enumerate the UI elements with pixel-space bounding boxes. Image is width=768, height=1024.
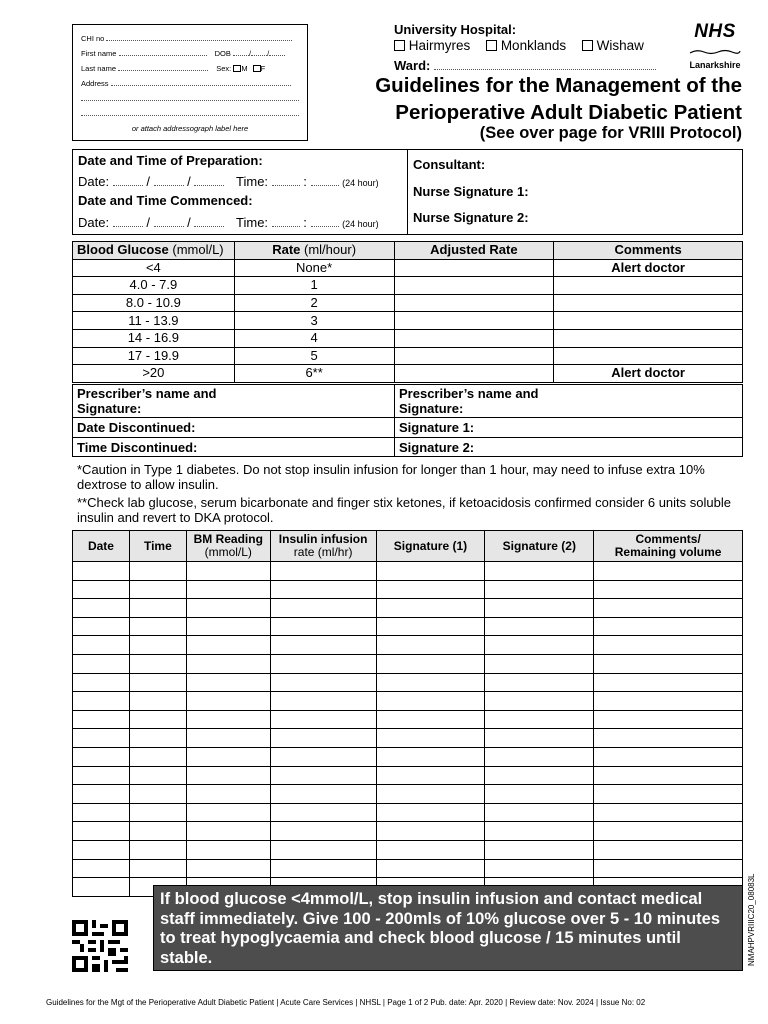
prescriber-section <box>72 384 743 457</box>
record-cell[interactable] <box>485 654 594 673</box>
record-cell[interactable] <box>376 747 485 766</box>
last-name-field[interactable]: Last name Sex: M F <box>81 64 266 73</box>
record-cell[interactable] <box>270 654 376 673</box>
record-cell[interactable] <box>485 822 594 841</box>
record-cell[interactable] <box>594 654 743 673</box>
chi-field[interactable]: CHI no <box>81 33 292 43</box>
commenced-label: Date and Time Commenced: <box>78 193 253 208</box>
patient-details-box <box>72 24 308 141</box>
record-cell[interactable] <box>485 636 594 655</box>
record-cell[interactable] <box>376 729 485 748</box>
caution-note-ketoacidosis: **Check lab glucose, serum bicarbonate and finger stix ketones, if ketoacidosis confirmed consider 6 units soluble insulin and revert to DKA protocol. <box>77 495 731 525</box>
record-cell[interactable] <box>485 599 594 618</box>
table-row: 11 - 13.9 3 <box>73 312 743 330</box>
commenced-datetime-field[interactable]: Date: / / Time: : (24 hour) <box>78 215 379 230</box>
table-row <box>73 859 743 878</box>
record-cell[interactable] <box>129 599 186 618</box>
header-adjusted-rate: Adjusted Rate <box>394 242 554 260</box>
table-row <box>73 580 743 599</box>
table-row <box>73 747 743 766</box>
record-cell[interactable] <box>270 729 376 748</box>
preparation-box <box>72 149 743 235</box>
record-cell[interactable] <box>376 840 485 859</box>
record-cell[interactable] <box>186 803 270 822</box>
record-cell[interactable] <box>594 599 743 618</box>
record-cell[interactable] <box>270 840 376 859</box>
nhs-lanarkshire-logo <box>688 22 742 70</box>
consultant-field[interactable]: Consultant: <box>413 157 486 172</box>
table-row: <4 None* Alert doctor <box>73 259 743 277</box>
table-row <box>73 710 743 729</box>
record-cell[interactable] <box>376 673 485 692</box>
table-row <box>73 692 743 711</box>
table-row <box>73 840 743 859</box>
time-discontinued-field[interactable]: Time Discontinued: <box>73 438 395 456</box>
record-cell[interactable] <box>376 803 485 822</box>
record-cell[interactable] <box>186 617 270 636</box>
record-cell[interactable] <box>129 822 186 841</box>
header-rate: Rate (ml/hour) <box>234 242 394 260</box>
record-cell[interactable] <box>376 710 485 729</box>
checkbox-icon[interactable] <box>394 40 405 51</box>
nurse-signature-1-field[interactable]: Nurse Signature 1: <box>413 184 529 199</box>
record-cell[interactable] <box>73 822 130 841</box>
record-cell[interactable] <box>594 859 743 878</box>
record-cell[interactable] <box>376 636 485 655</box>
record-cell[interactable] <box>129 840 186 859</box>
table-row: 17 - 19.9 5 <box>73 347 743 365</box>
record-cell[interactable] <box>376 654 485 673</box>
record-cell[interactable] <box>270 599 376 618</box>
record-cell[interactable] <box>270 785 376 804</box>
record-cell[interactable] <box>485 859 594 878</box>
record-cell[interactable] <box>270 636 376 655</box>
record-cell[interactable] <box>73 692 130 711</box>
insulin-rate-table <box>72 241 743 383</box>
header-comments: Comments <box>554 242 743 260</box>
record-cell[interactable] <box>73 654 130 673</box>
table-row <box>73 803 743 822</box>
record-cell[interactable] <box>73 840 130 859</box>
record-cell[interactable] <box>129 636 186 655</box>
record-cell[interactable] <box>73 729 130 748</box>
record-cell[interactable] <box>594 729 743 748</box>
record-cell[interactable] <box>73 747 130 766</box>
record-cell[interactable] <box>73 580 130 599</box>
table-row: 14 - 16.9 4 <box>73 329 743 347</box>
record-cell[interactable] <box>129 859 186 878</box>
record-cell[interactable] <box>594 692 743 711</box>
record-cell[interactable] <box>376 617 485 636</box>
record-cell[interactable] <box>270 822 376 841</box>
record-cell[interactable] <box>485 747 594 766</box>
record-cell[interactable] <box>485 692 594 711</box>
record-cell[interactable] <box>186 747 270 766</box>
record-cell[interactable] <box>73 859 130 878</box>
record-cell[interactable] <box>129 580 186 599</box>
page-title-line2: Perioperative Adult Diabetic Patient <box>395 101 742 124</box>
table-row <box>73 729 743 748</box>
record-cell[interactable] <box>376 766 485 785</box>
hospital-option-monklands[interactable]: Monklands <box>486 38 566 53</box>
hypoglycaemia-alert: If blood glucose <4mmol/L, stop insulin infusion and contact medical staff immediately. Give 100 - 200mls of 10% glucose over 5 - 10 minutes to treat hypoglycaemia and check blood glucose / 15 minutes until stable. <box>153 885 743 971</box>
record-cell[interactable] <box>186 654 270 673</box>
record-cell[interactable] <box>594 580 743 599</box>
nurse-signature-2-field[interactable]: Nurse Signature 2: <box>413 210 529 225</box>
record-cell[interactable] <box>129 617 186 636</box>
hospital-option-wishaw[interactable]: Wishaw <box>582 38 644 53</box>
record-cell[interactable] <box>376 785 485 804</box>
table-row <box>73 822 743 841</box>
record-cell[interactable] <box>73 878 130 897</box>
prescriber-signature-right[interactable]: Prescriber’s name and Signature: <box>399 386 539 416</box>
record-cell[interactable] <box>376 822 485 841</box>
record-cell[interactable] <box>186 785 270 804</box>
record-cell[interactable] <box>376 562 485 581</box>
first-name-field[interactable]: First name DOB / / <box>81 48 285 58</box>
prescriber-signature-left[interactable]: Prescriber’s name and Signature: <box>73 385 395 417</box>
record-cell[interactable] <box>73 785 130 804</box>
record-cell[interactable] <box>594 673 743 692</box>
header-signature-1: Signature (1) <box>376 531 485 562</box>
record-cell[interactable] <box>186 692 270 711</box>
record-cell[interactable] <box>129 747 186 766</box>
logo-wave-icon <box>688 49 742 55</box>
caution-notes <box>77 462 743 525</box>
signature-1-field[interactable]: Signature 1: <box>399 420 475 435</box>
record-cell[interactable] <box>186 840 270 859</box>
record-cell[interactable] <box>186 822 270 841</box>
record-cell[interactable] <box>270 617 376 636</box>
hospital-option-hairmyres[interactable]: Hairmyres <box>394 38 470 53</box>
infusion-record-table <box>72 530 743 897</box>
header-date: Date <box>73 531 130 562</box>
table-row <box>73 599 743 618</box>
record-cell[interactable] <box>485 580 594 599</box>
record-cell[interactable] <box>186 673 270 692</box>
record-cell[interactable] <box>594 617 743 636</box>
signature-2-field[interactable]: Signature 2: <box>399 440 475 455</box>
page-footer: Guidelines for the Mgt of the Perioperative Adult Diabetic Patient | Acute Care Services | NHSL | Page 1 of 2 Pub. date: Apr. 2020 | Review date: Nov. 2024 | Issue No: 02 <box>46 998 646 1007</box>
record-cell[interactable] <box>594 710 743 729</box>
record-cell[interactable] <box>485 766 594 785</box>
record-cell[interactable] <box>594 766 743 785</box>
record-cell[interactable] <box>129 803 186 822</box>
date-discontinued-field[interactable]: Date Discontinued: <box>73 418 395 437</box>
ward-field[interactable]: Ward: <box>394 58 656 73</box>
record-cell[interactable] <box>594 822 743 841</box>
sex-f-checkbox[interactable] <box>253 65 261 72</box>
record-cell[interactable] <box>129 710 186 729</box>
table-row <box>73 785 743 804</box>
header-bm-reading: BM Reading (mmol/L) <box>186 531 270 562</box>
record-cell[interactable] <box>270 580 376 599</box>
record-cell[interactable] <box>129 766 186 785</box>
record-cell[interactable] <box>129 673 186 692</box>
record-cell[interactable] <box>485 617 594 636</box>
record-cell[interactable] <box>186 636 270 655</box>
table-row <box>73 617 743 636</box>
hospital-options <box>394 38 656 53</box>
hospital-label: University Hospital: <box>394 22 517 37</box>
record-cell[interactable] <box>73 766 130 785</box>
table-row <box>73 654 743 673</box>
record-cell[interactable] <box>73 710 130 729</box>
record-cell[interactable] <box>270 692 376 711</box>
record-cell[interactable] <box>594 562 743 581</box>
header-insulin-rate: Insulin infusion rate (ml/hr) <box>270 531 376 562</box>
prep-label: Date and Time of Preparation: <box>78 153 263 168</box>
record-cell[interactable] <box>129 654 186 673</box>
record-cell[interactable] <box>186 562 270 581</box>
record-cell[interactable] <box>73 673 130 692</box>
record-cell[interactable] <box>376 692 485 711</box>
record-cell[interactable] <box>270 673 376 692</box>
record-cell[interactable] <box>73 617 130 636</box>
record-cell[interactable] <box>376 599 485 618</box>
record-cell[interactable] <box>73 803 130 822</box>
record-cell[interactable] <box>186 729 270 748</box>
record-cell[interactable] <box>186 599 270 618</box>
table-row <box>73 636 743 655</box>
record-cell[interactable] <box>73 562 130 581</box>
page-subtitle: (See over page for VRIII Protocol) <box>479 124 742 142</box>
record-cell[interactable] <box>485 562 594 581</box>
address-field[interactable]: Address <box>81 78 291 88</box>
record-cell[interactable] <box>270 766 376 785</box>
prep-datetime-field[interactable]: Date: / / Time: : (24 hour) <box>78 174 379 189</box>
header-comments-volume: Comments/ Remaining volume <box>594 531 743 562</box>
page-title-line1: Guidelines for the Management of the <box>375 74 742 97</box>
table-row <box>73 673 743 692</box>
qr-code-icon <box>72 920 128 972</box>
document-code: NMAHPVRIIIC20_08083L <box>747 873 756 966</box>
record-cell[interactable] <box>594 803 743 822</box>
record-cell[interactable] <box>485 785 594 804</box>
caution-note-type1: *Caution in Type 1 diabetes. Do not stop insulin infusion for longer than 1 hour, may need to infuse extra 10% dextrose to allow insulin. <box>77 462 705 492</box>
record-cell[interactable] <box>485 803 594 822</box>
record-cell[interactable] <box>270 710 376 729</box>
record-cell[interactable] <box>73 599 130 618</box>
header-time: Time <box>129 531 186 562</box>
table-row <box>73 766 743 785</box>
record-cell[interactable] <box>594 636 743 655</box>
checkbox-icon[interactable] <box>582 40 593 51</box>
record-cell[interactable] <box>376 859 485 878</box>
record-cell[interactable] <box>594 840 743 859</box>
table-row <box>73 562 743 581</box>
record-cell[interactable] <box>270 803 376 822</box>
record-cell[interactable] <box>186 580 270 599</box>
record-cell[interactable] <box>485 840 594 859</box>
record-cell[interactable] <box>73 636 130 655</box>
record-cell[interactable] <box>186 710 270 729</box>
table-row: 4.0 - 7.9 1 <box>73 277 743 295</box>
record-cell[interactable] <box>129 785 186 804</box>
nhs-logo-mark: NHS <box>694 21 736 42</box>
record-cell[interactable] <box>376 580 485 599</box>
record-cell[interactable] <box>594 785 743 804</box>
header-blood-glucose: Blood Glucose (mmol/L) <box>73 242 235 260</box>
record-cell[interactable] <box>129 562 186 581</box>
record-cell[interactable] <box>270 562 376 581</box>
record-cell[interactable] <box>129 729 186 748</box>
record-cell[interactable] <box>594 747 743 766</box>
record-cell[interactable] <box>485 729 594 748</box>
table-row: 8.0 - 10.9 2 <box>73 294 743 312</box>
checkbox-icon[interactable] <box>486 40 497 51</box>
addressograph-note: or attach addressograph label here <box>131 124 249 133</box>
record-cell[interactable] <box>129 692 186 711</box>
record-cell[interactable] <box>485 673 594 692</box>
record-cell[interactable] <box>186 859 270 878</box>
table-row: >20 6** Alert doctor <box>73 365 743 383</box>
record-cell[interactable] <box>485 710 594 729</box>
nhs-logo-subtitle: Lanarkshire <box>689 60 741 70</box>
record-cell[interactable] <box>186 766 270 785</box>
record-cell[interactable] <box>270 747 376 766</box>
header-signature-2: Signature (2) <box>485 531 594 562</box>
record-cell[interactable] <box>270 859 376 878</box>
